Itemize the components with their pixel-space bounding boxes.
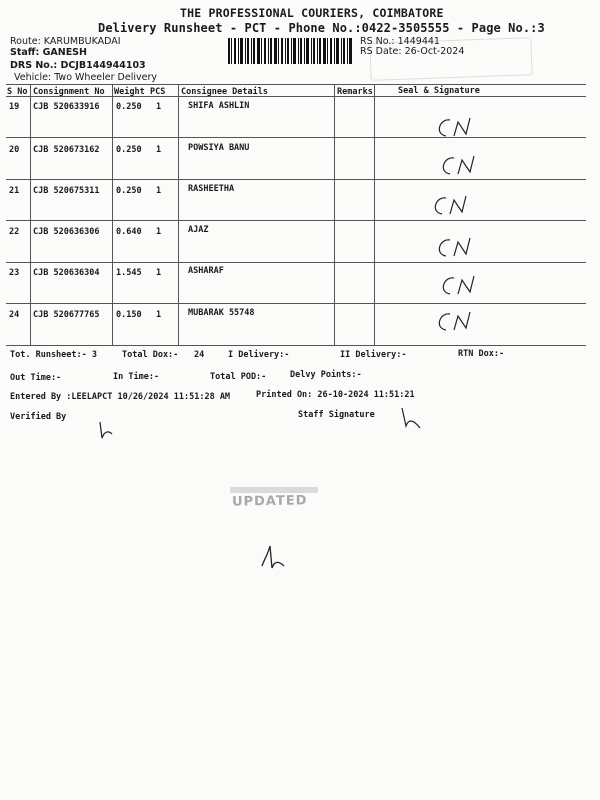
total-dox-label: Total Dox:- bbox=[122, 350, 179, 360]
col-header-sno: S No bbox=[7, 87, 28, 97]
row-consignment: CJB 520675311 bbox=[33, 186, 100, 196]
col-header-consignee: Consignee Details bbox=[181, 87, 268, 97]
delvy-points: Delvy Points:- bbox=[290, 370, 362, 380]
stamp-bar bbox=[230, 487, 318, 493]
row-consignee: AJAZ bbox=[188, 225, 209, 235]
drs-number: DRS No.: DCJB144944103 bbox=[10, 60, 146, 71]
signature-mark bbox=[436, 150, 486, 180]
row-sno: 21 bbox=[9, 186, 20, 196]
in-time: In Time:- bbox=[113, 372, 160, 382]
signature-mark bbox=[432, 306, 482, 336]
entered-by: Entered By :LEELAPCT 10/26/2024 11:51:28 AM bbox=[10, 392, 231, 402]
staff-sign-mark bbox=[396, 406, 436, 436]
col-header-weight: Weight bbox=[114, 87, 145, 97]
i-delivery: I Delivery:- bbox=[228, 350, 290, 360]
row-consignee: RASHEETHA bbox=[188, 184, 235, 194]
document-subtitle: Delivery Runsheet - PCT - Phone No.:0422-3505555 - Page No.:3 bbox=[98, 21, 545, 35]
rs-number: RS No.: 1449441 bbox=[360, 36, 440, 47]
row-consignee: ASHARAF bbox=[188, 266, 224, 276]
document-title: THE PROFESSIONAL COURIERS, COIMBATORE bbox=[180, 6, 444, 20]
col-header-signature: Seal & Signature bbox=[398, 86, 480, 96]
row-pcs: 1 bbox=[156, 268, 162, 278]
row-consignee: POWSIYA BANU bbox=[188, 143, 250, 153]
row-sno: 19 bbox=[9, 102, 20, 112]
updated-stamp: UPDATED bbox=[231, 493, 308, 510]
signature-mark bbox=[432, 232, 482, 262]
staff-signature: Staff Signature bbox=[298, 410, 375, 420]
verified-by: Verified By bbox=[10, 412, 67, 422]
verified-signature bbox=[92, 418, 132, 448]
total-pod: Total POD:- bbox=[210, 372, 267, 382]
row-consignment: CJB 520636306 bbox=[33, 227, 100, 237]
col-header-pcs: PCS bbox=[150, 87, 166, 97]
barcode-icon bbox=[228, 38, 354, 64]
route-label: Route: KARUMBUKADAI bbox=[10, 36, 121, 47]
printed-on: Printed On: 26-10-2024 11:51:21 bbox=[256, 390, 415, 400]
row-weight: 0.250 bbox=[116, 186, 142, 196]
row-sno: 20 bbox=[9, 145, 20, 155]
rtn-dox: RTN Dox:- bbox=[458, 349, 505, 359]
row-pcs: 1 bbox=[156, 145, 162, 155]
staff-label: Staff: GANESH bbox=[10, 47, 87, 58]
row-weight: 0.150 bbox=[116, 310, 142, 320]
col-header-consignment: Consignment No bbox=[33, 87, 105, 97]
ii-delivery: II Delivery:- bbox=[340, 350, 407, 360]
signature-mark bbox=[432, 112, 482, 142]
stamp-signature bbox=[254, 540, 294, 580]
row-sno: 24 bbox=[9, 310, 20, 320]
row-weight: 1.545 bbox=[116, 268, 142, 278]
row-weight: 0.640 bbox=[116, 227, 142, 237]
row-consignment: CJB 520633916 bbox=[33, 102, 100, 112]
row-pcs: 1 bbox=[156, 310, 162, 320]
row-consignment: CJB 520636304 bbox=[33, 268, 100, 278]
row-consignee: MUBARAK 55748 bbox=[188, 308, 255, 318]
col-header-remarks: Remarks bbox=[337, 87, 373, 97]
total-dox-value: 24 bbox=[194, 350, 205, 360]
out-time: Out Time:- bbox=[10, 373, 62, 383]
row-sno: 23 bbox=[9, 268, 20, 278]
row-consignee: SHIFA ASHLIN bbox=[188, 101, 250, 111]
row-weight: 0.250 bbox=[116, 102, 142, 112]
signature-mark bbox=[428, 190, 478, 220]
row-pcs: 1 bbox=[156, 227, 162, 237]
row-pcs: 1 bbox=[156, 186, 162, 196]
signature-mark bbox=[436, 270, 486, 300]
row-consignment: CJB 520677765 bbox=[33, 310, 100, 320]
row-pcs: 1 bbox=[156, 102, 162, 112]
row-weight: 0.250 bbox=[116, 145, 142, 155]
tot-runsheet: Tot. Runsheet:- 3 bbox=[10, 350, 97, 360]
row-sno: 22 bbox=[9, 227, 20, 237]
vehicle-label: Vehicle: Two Wheeler Delivery bbox=[14, 72, 157, 83]
rs-date: RS Date: 26-Oct-2024 bbox=[360, 46, 465, 57]
row-consignment: CJB 520673162 bbox=[33, 145, 100, 155]
